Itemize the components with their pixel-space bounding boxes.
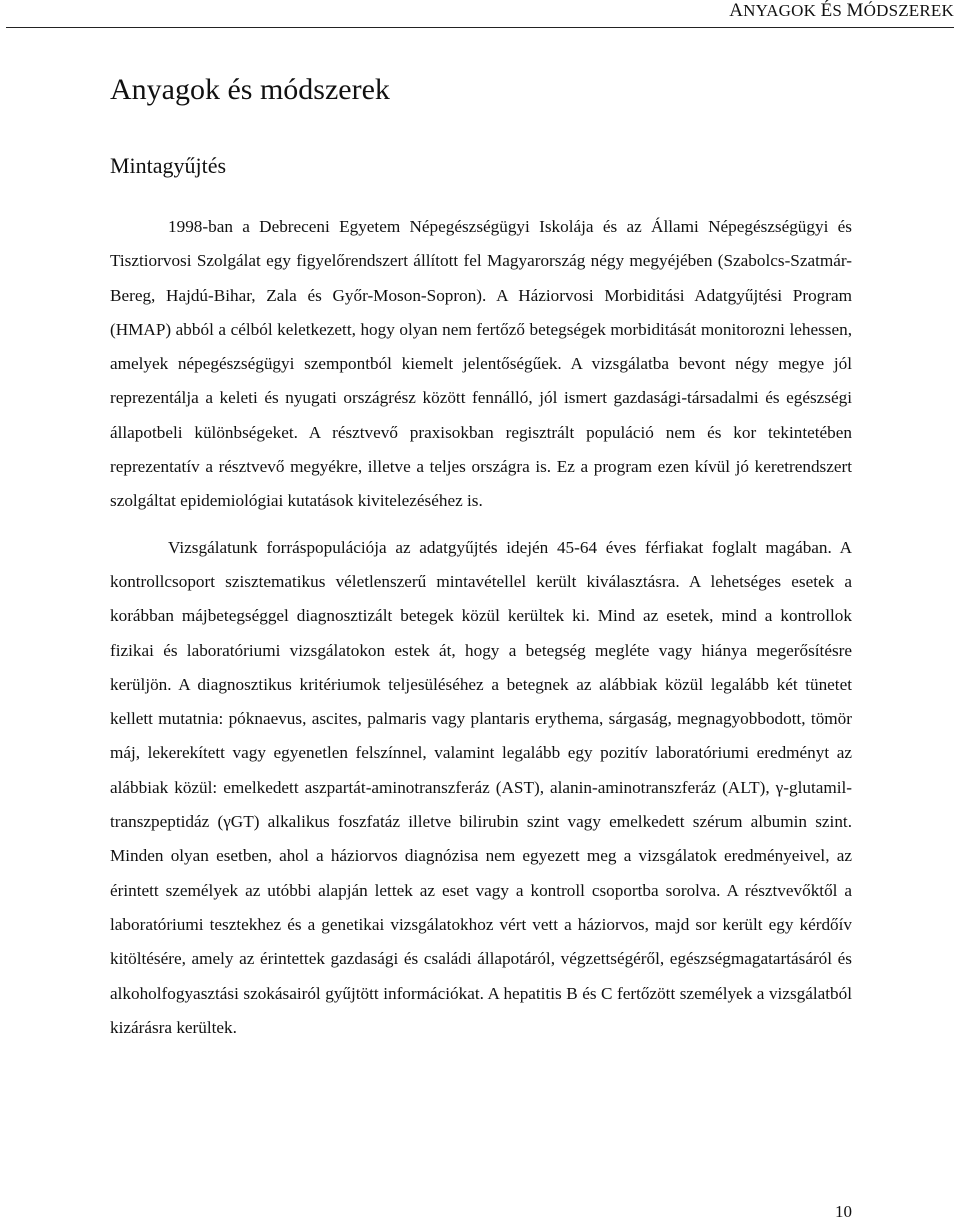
paragraph-study-population: Vizsgálatunk forráspopulációja az adatgyűjtés idején 45-64 éves férfiakat foglalt magában. A kontrollcsoport szisztematikus véletlenszerű mintavétellel került kiválasztásra. A lehetséges esetek a korábban májbetegséggel diagnosztizált betegek közül kerültek ki. Mind az esetek, mind a kontrollok fizikai és laboratóriumi vizsgálatokon estek át, hogy a betegség megléte vagy hiánya megerősítésre kerüljön. A diagnosztikus kritériumok teljesüléséhez a betegnek az alábbiak közül legalább két tünetet kellett mutatnia: póknaevus, ascites, palmaris vagy plantaris erythema, sárgaság, megnagyobbodott, tömör máj, lekerekített vagy egyenetlen felszínnel, valamint legalább egy pozitív laboratóriumi eredményt az alábbiak közül: emelkedett aszpartát-aminotranszferáz (AST), alanin-aminotranszferáz (ALT), γ-glutamil-transzpeptidáz (γGT) alkalikus foszfatáz illetve bilirubin szint vagy emelkedett szérum albumin szint. Minden olyan esetben, ahol a háziorvos diagnózisa nem egyezett meg a vizsgálatok eredményeivel, az érintett személyek az utóbbi alapján lettek az eset vagy a kontroll csoportba sorolva. A résztvevőktől a laboratóriumi tesztekhez és a genetikai vizsgálatokhoz vért vett a háziorvos, majd sor került egy kérdőív kitöltésére, amely az érintettek gazdasági és családi állapotáról, végzettségéről, egészségmagatartásáról és alkoholfogyasztási szokásairól gyűjtött információkat. A hepatitis B és C fertőzött személyek a vizsgálatból kizárásra kerültek.: [110, 537, 852, 1037]
running-header: [6, 0, 954, 28]
body-text: [110, 210, 852, 1045]
running-header-title: ANYAGOK ÉS MÓDSZEREK: [729, 0, 954, 21]
page-title: Anyagok és módszerek: [110, 73, 390, 106]
page-number: 10: [835, 1202, 852, 1221]
paragraph-sampling-program: 1998-ban a Debreceni Egyetem Népegészségügyi Iskolája és az Állami Népegészségügyi és Tisztiorvosi Szolgálat egy figyelőrendszert állított fel Magyarország négy megyéjében (Szabolcs-Szatmár-Bereg, Hajdú-Bihar, Zala és Győr-Moson-Sopron). A Háziorvosi Morbiditási Adatgyűjtési Program (HMAP) abból a célból keletkezett, hogy olyan nem fertőző betegségek morbiditását monitorozni lehessen, amelyek népegészségügyi szempontból kiemelt jelentőségűek. A vizsgálatba bevont négy megye jól reprezentálja a keleti és nyugati országrész között fennálló, jól ismert gazdasági-társadalmi és egészségi állapotbeli különbségeket. A résztvevő praxisokban regisztrált populáció nem és kor tekintetében reprezentatív a résztvevő megyékre, illetve a teljes országra is. Ez a program ezen kívül jó keretrendszert szolgáltat epidemiológiai kutatások kivitelezéséhez is.: [110, 217, 852, 511]
section-title: Mintagyűjtés: [110, 153, 227, 178]
